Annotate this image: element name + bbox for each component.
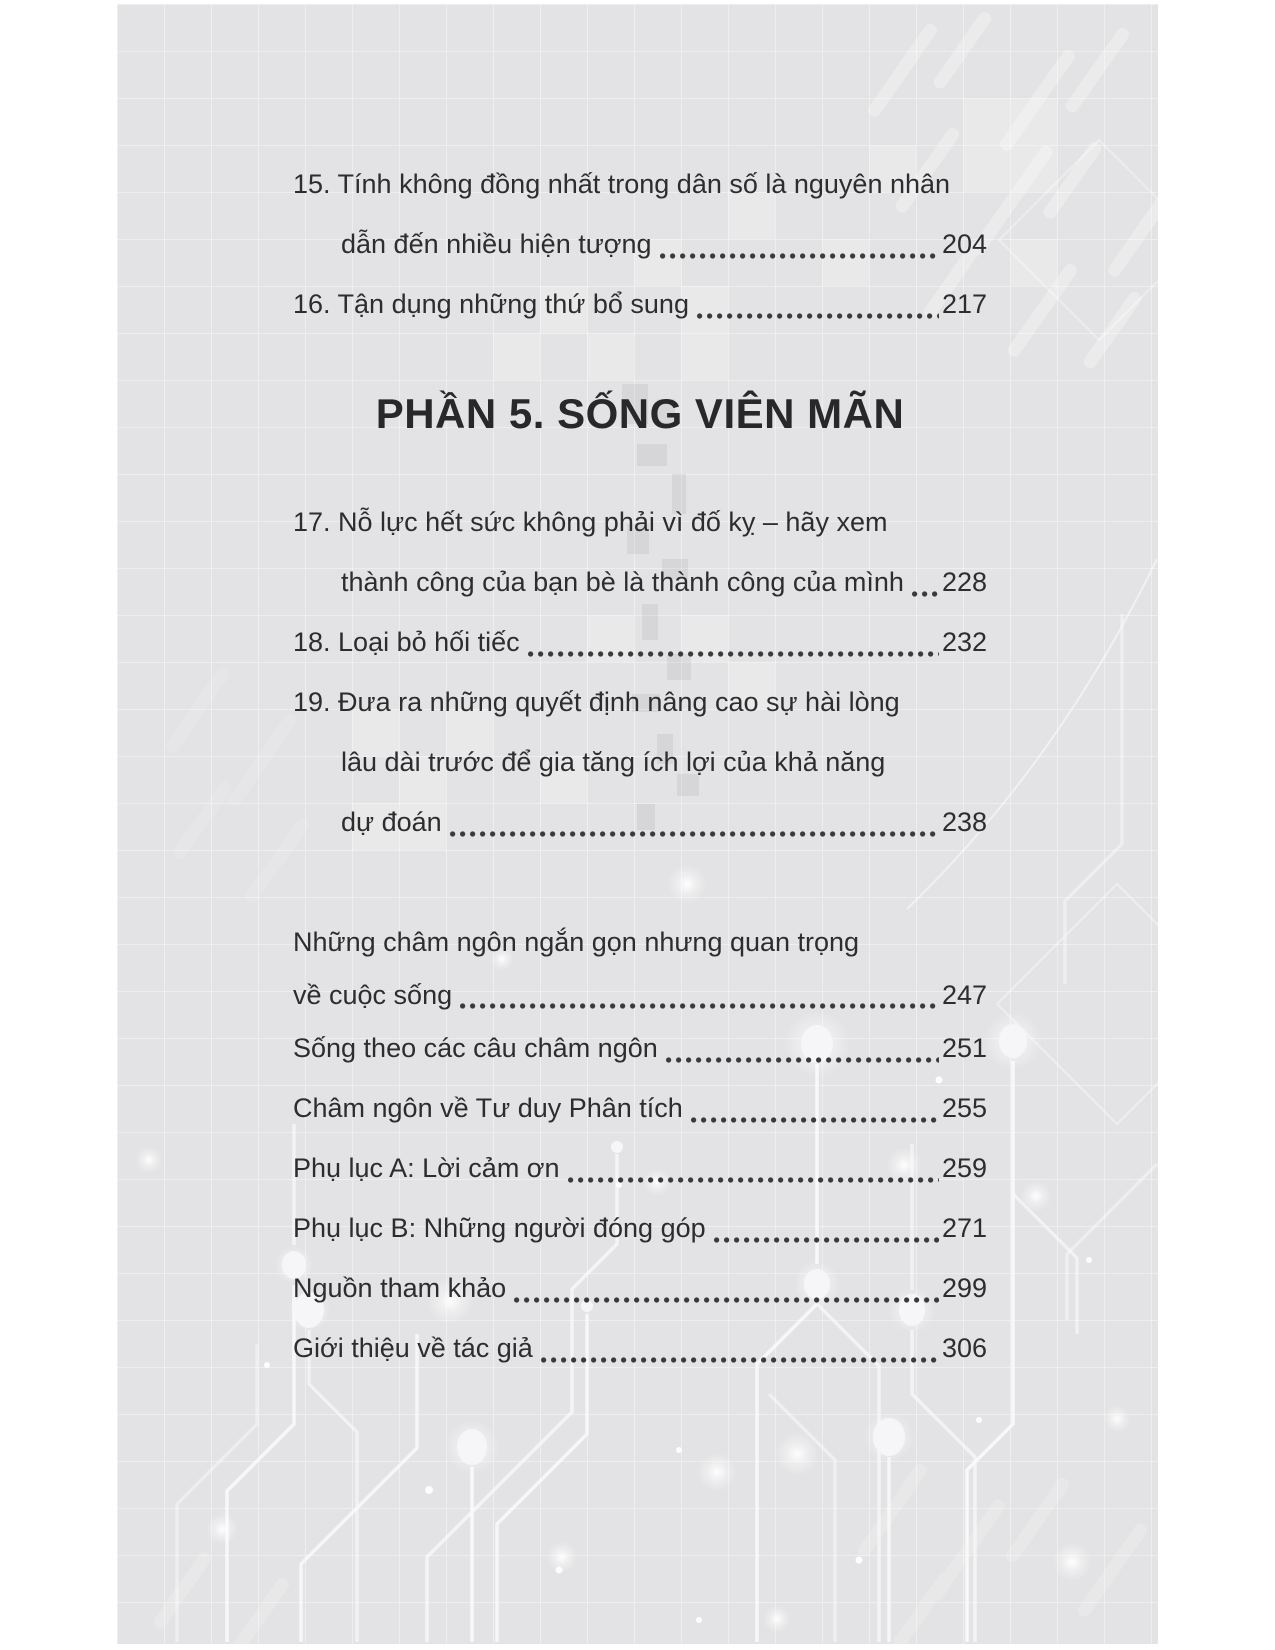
dot-leader: [697, 313, 939, 319]
dot-leader: [691, 1117, 939, 1123]
toc-entry-line: [293, 154, 987, 214]
dot-leader: [528, 651, 939, 657]
toc-entry-line: [293, 274, 987, 334]
toc-entry-text: 19. Đưa ra những quyết định nâng cao sự hài lòng: [293, 687, 900, 717]
toc-entry-text: Phụ lục A: Lời cảm ơn: [293, 1153, 560, 1183]
toc-entry-text: 15. Tính không đồng nhất trong dân số là nguyên nhân: [293, 169, 951, 199]
toc-entry-line: [293, 1318, 987, 1378]
toc-entry-line: [293, 214, 987, 274]
toc-entry-line: [293, 492, 987, 552]
toc-page-number: 299: [941, 1273, 987, 1303]
toc-page-number: 228: [941, 567, 987, 597]
dot-leader: [568, 1177, 939, 1183]
part5-heading: PHẦN 5. SỐNG VIÊN MÃN: [375, 390, 905, 437]
toc-entry-text: Giới thiệu về tác giả: [293, 1333, 533, 1363]
toc-entry-line: [293, 732, 987, 792]
toc-page-number: 204: [941, 229, 987, 259]
toc-entry-line: [293, 552, 987, 612]
toc-page-number: 259: [941, 1153, 987, 1183]
toc-entry-line: [293, 1198, 987, 1258]
dot-leader: [541, 1357, 939, 1363]
toc-entry-text: 17. Nỗ lực hết sức không phải vì đố kỵ – hãy xem: [293, 507, 888, 537]
toc-entry-text: Châm ngôn về Tư duy Phân tích: [293, 1093, 683, 1123]
toc-entry-line: [293, 1018, 987, 1078]
toc-entry-line: [293, 1078, 987, 1138]
toc-entry-line: [293, 792, 987, 852]
toc-page-number: 232: [941, 627, 987, 657]
dot-leader: [660, 253, 939, 259]
toc-entry-text: về cuộc sống: [293, 980, 453, 1010]
book-page: [117, 4, 1158, 1644]
toc-list-part5: [293, 492, 987, 852]
table-of-contents: [293, 154, 987, 1378]
toc-page-number: 238: [941, 807, 987, 837]
toc-page-number: 247: [941, 980, 987, 1010]
toc-list-part4: [293, 154, 987, 334]
toc-page-number: 255: [941, 1093, 987, 1123]
dot-leader: [514, 1297, 939, 1303]
toc-entry-line: [293, 1258, 987, 1318]
toc-entry-text: thành công của bạn bè là thành công của mình: [341, 567, 904, 597]
toc-entry-text: 16. Tận dụng những thứ bổ sung: [293, 289, 689, 319]
toc-entry-text: Phụ lục B: Những người đóng góp: [293, 1213, 706, 1243]
toc-entry-line: [293, 672, 987, 732]
toc-entry-text: Nguồn tham khảo: [293, 1273, 507, 1303]
toc-entry-text: Những châm ngôn ngắn gọn nhưng quan trọng: [293, 927, 860, 957]
toc-page-number: 251: [941, 1033, 987, 1063]
toc-entry-text: lâu dài trước để gia tăng ích lợi của khả năng: [341, 747, 886, 777]
dot-leader: [666, 1057, 939, 1063]
dot-leader: [450, 831, 939, 837]
dot-leader: [460, 1003, 939, 1009]
toc-page-number: 271: [941, 1213, 987, 1243]
toc-entry-line: [293, 612, 987, 672]
toc-list-back-matter: [293, 912, 987, 1378]
toc-entry-text: 18. Loại bỏ hối tiếc: [293, 627, 520, 657]
toc-page-number: 217: [941, 289, 987, 319]
toc-entry-line: [293, 1138, 987, 1198]
toc-page-number: 306: [941, 1333, 987, 1363]
dot-leader: [912, 591, 939, 597]
toc-entry-line: [293, 972, 987, 1018]
toc-entry-text: Sống theo các câu châm ngôn: [293, 1033, 658, 1063]
dot-leader: [714, 1237, 939, 1243]
toc-entry-line: [293, 912, 987, 972]
toc-entry-text: dẫn đến nhiều hiện tượng: [341, 229, 652, 259]
toc-entry-text: dự đoán: [341, 807, 442, 837]
